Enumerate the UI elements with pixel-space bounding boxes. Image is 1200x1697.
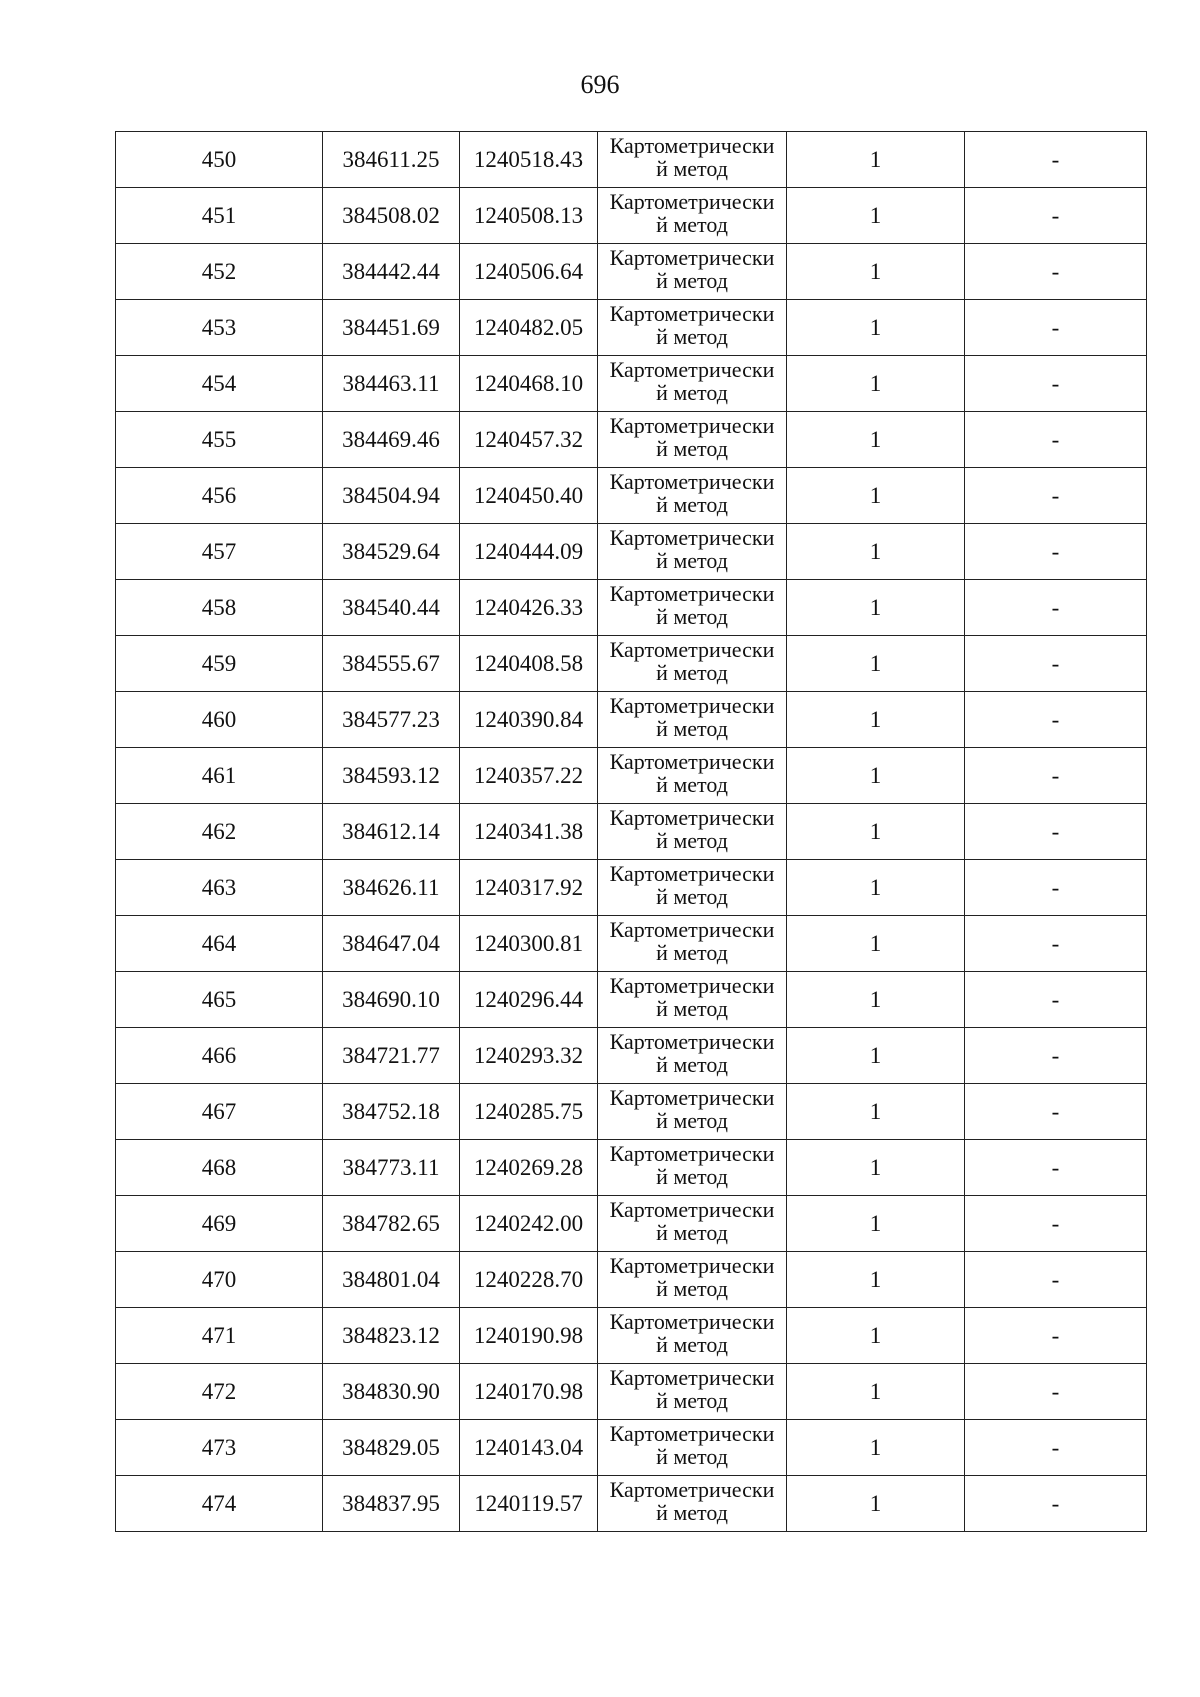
method-text-line1: Картометрически: [609, 1421, 775, 1446]
accuracy-cell: 1: [787, 524, 965, 580]
y-coordinate-cell: 1240293.32: [460, 1028, 598, 1084]
point-number-cell: 460: [116, 692, 323, 748]
method-cell: [598, 636, 787, 692]
method-text-line1: Картометрически: [609, 1365, 775, 1390]
table-row: [116, 188, 1147, 244]
point-number-cell: 452: [116, 244, 323, 300]
table-row: [116, 1420, 1147, 1476]
table-row: [116, 412, 1147, 468]
method-text-line1: Картометрически: [609, 245, 775, 270]
x-coordinate-cell: 384830.90: [323, 1364, 460, 1420]
x-coordinate-cell: 384442.44: [323, 244, 460, 300]
coordinates-table-body: [116, 132, 1147, 1532]
point-number-cell: 469: [116, 1196, 323, 1252]
note-cell: -: [965, 188, 1147, 244]
method-text-line1: Картометрически: [609, 1141, 775, 1166]
point-number-cell: 468: [116, 1140, 323, 1196]
point-number-cell: 474: [116, 1476, 323, 1532]
table-row: [116, 524, 1147, 580]
x-coordinate-cell: 384626.11: [323, 860, 460, 916]
accuracy-cell: 1: [787, 132, 965, 188]
accuracy-cell: 1: [787, 636, 965, 692]
x-coordinate-cell: 384612.14: [323, 804, 460, 860]
method-text-line2: й метод: [656, 324, 728, 349]
table-row: [116, 636, 1147, 692]
x-coordinate-cell: 384577.23: [323, 692, 460, 748]
method-cell: [598, 1308, 787, 1364]
point-number-cell: 453: [116, 300, 323, 356]
y-coordinate-cell: 1240300.81: [460, 916, 598, 972]
method-cell: [598, 860, 787, 916]
note-cell: -: [965, 1140, 1147, 1196]
x-coordinate-cell: 384529.64: [323, 524, 460, 580]
point-number-cell: 456: [116, 468, 323, 524]
point-number-cell: 470: [116, 1252, 323, 1308]
y-coordinate-cell: 1240242.00: [460, 1196, 598, 1252]
x-coordinate-cell: 384773.11: [323, 1140, 460, 1196]
point-number-cell: 473: [116, 1420, 323, 1476]
point-number-cell: 450: [116, 132, 323, 188]
method-text-line1: Картометрически: [609, 1477, 775, 1502]
method-text-line2: й метод: [656, 436, 728, 461]
method-text-line1: Картометрически: [609, 525, 775, 550]
accuracy-cell: 1: [787, 1084, 965, 1140]
accuracy-cell: 1: [787, 580, 965, 636]
y-coordinate-cell: 1240119.57: [460, 1476, 598, 1532]
method-text-line2: й метод: [656, 1276, 728, 1301]
method-text-line1: Картометрически: [609, 1029, 775, 1054]
y-coordinate-cell: 1240468.10: [460, 356, 598, 412]
y-coordinate-cell: 1240269.28: [460, 1140, 598, 1196]
method-text-line2: й метод: [656, 940, 728, 965]
method-text-line2: й метод: [656, 156, 728, 181]
table-row: [116, 1084, 1147, 1140]
method-cell: [598, 132, 787, 188]
accuracy-cell: 1: [787, 748, 965, 804]
table-row: [116, 1196, 1147, 1252]
y-coordinate-cell: 1240357.22: [460, 748, 598, 804]
note-cell: -: [965, 1028, 1147, 1084]
table-row: [116, 804, 1147, 860]
method-cell: [598, 1084, 787, 1140]
point-number-cell: 465: [116, 972, 323, 1028]
method-text-line1: Картометрически: [609, 693, 775, 718]
method-text-line1: Картометрически: [609, 749, 775, 774]
method-text-line1: Картометрически: [609, 189, 775, 214]
method-cell: [598, 692, 787, 748]
note-cell: -: [965, 1084, 1147, 1140]
table-row: [116, 300, 1147, 356]
method-text-line2: й метод: [656, 1500, 728, 1525]
note-cell: -: [965, 1252, 1147, 1308]
method-text-line1: Картометрически: [609, 861, 775, 886]
x-coordinate-cell: 384555.67: [323, 636, 460, 692]
x-coordinate-cell: 384829.05: [323, 1420, 460, 1476]
point-number-cell: 464: [116, 916, 323, 972]
method-text-line2: й метод: [656, 1388, 728, 1413]
accuracy-cell: 1: [787, 1028, 965, 1084]
y-coordinate-cell: 1240457.32: [460, 412, 598, 468]
method-cell: [598, 804, 787, 860]
x-coordinate-cell: 384463.11: [323, 356, 460, 412]
note-cell: -: [965, 636, 1147, 692]
method-text-line1: Картометрически: [609, 917, 775, 942]
accuracy-cell: 1: [787, 1420, 965, 1476]
accuracy-cell: 1: [787, 468, 965, 524]
y-coordinate-cell: 1240285.75: [460, 1084, 598, 1140]
point-number-cell: 466: [116, 1028, 323, 1084]
method-text-line2: й метод: [656, 884, 728, 909]
table-row: [116, 132, 1147, 188]
accuracy-cell: 1: [787, 692, 965, 748]
method-cell: [598, 748, 787, 804]
table-row: [116, 580, 1147, 636]
point-number-cell: 459: [116, 636, 323, 692]
x-coordinate-cell: 384823.12: [323, 1308, 460, 1364]
note-cell: -: [965, 916, 1147, 972]
method-cell: [598, 468, 787, 524]
x-coordinate-cell: 384611.25: [323, 132, 460, 188]
method-cell: [598, 972, 787, 1028]
x-coordinate-cell: 384451.69: [323, 300, 460, 356]
note-cell: -: [965, 804, 1147, 860]
table-row: [116, 1252, 1147, 1308]
table-row: [116, 1140, 1147, 1196]
method-text-line1: Картометрически: [609, 805, 775, 830]
x-coordinate-cell: 384508.02: [323, 188, 460, 244]
method-text-line2: й метод: [656, 772, 728, 797]
table-row: [116, 1364, 1147, 1420]
accuracy-cell: 1: [787, 972, 965, 1028]
method-cell: [598, 1196, 787, 1252]
y-coordinate-cell: 1240426.33: [460, 580, 598, 636]
accuracy-cell: 1: [787, 412, 965, 468]
accuracy-cell: 1: [787, 1140, 965, 1196]
point-number-cell: 463: [116, 860, 323, 916]
table-row: [116, 244, 1147, 300]
x-coordinate-cell: 384647.04: [323, 916, 460, 972]
y-coordinate-cell: 1240317.92: [460, 860, 598, 916]
table-row: [116, 468, 1147, 524]
note-cell: -: [965, 468, 1147, 524]
y-coordinate-cell: 1240170.98: [460, 1364, 598, 1420]
accuracy-cell: 1: [787, 188, 965, 244]
table-row: [116, 1476, 1147, 1532]
method-cell: [598, 412, 787, 468]
y-coordinate-cell: 1240518.43: [460, 132, 598, 188]
x-coordinate-cell: 384504.94: [323, 468, 460, 524]
x-coordinate-cell: 384801.04: [323, 1252, 460, 1308]
note-cell: -: [965, 972, 1147, 1028]
method-cell: [598, 188, 787, 244]
method-text-line2: й метод: [656, 1444, 728, 1469]
method-text-line2: й метод: [656, 1052, 728, 1077]
method-cell: [598, 1252, 787, 1308]
note-cell: -: [965, 860, 1147, 916]
accuracy-cell: 1: [787, 1476, 965, 1532]
y-coordinate-cell: 1240506.64: [460, 244, 598, 300]
accuracy-cell: 1: [787, 356, 965, 412]
method-text-line2: й метод: [656, 548, 728, 573]
note-cell: -: [965, 356, 1147, 412]
method-cell: [598, 580, 787, 636]
method-text-line2: й метод: [656, 1332, 728, 1357]
table-row: [116, 692, 1147, 748]
method-cell: [598, 1028, 787, 1084]
table-row: [116, 916, 1147, 972]
method-text-line1: Картометрически: [609, 469, 775, 494]
method-cell: [598, 244, 787, 300]
point-number-cell: 471: [116, 1308, 323, 1364]
table-row: [116, 356, 1147, 412]
y-coordinate-cell: 1240190.98: [460, 1308, 598, 1364]
method-text-line1: Картометрически: [609, 973, 775, 998]
y-coordinate-cell: 1240482.05: [460, 300, 598, 356]
method-text-line2: й метод: [656, 604, 728, 629]
method-text-line2: й метод: [656, 660, 728, 685]
method-cell: [598, 1476, 787, 1532]
accuracy-cell: 1: [787, 1308, 965, 1364]
method-text-line2: й метод: [656, 716, 728, 741]
note-cell: -: [965, 580, 1147, 636]
method-text-line1: Картометрически: [609, 1085, 775, 1110]
table-row: [116, 860, 1147, 916]
method-text-line2: й метод: [656, 380, 728, 405]
point-number-cell: 458: [116, 580, 323, 636]
method-text-line1: Картометрически: [609, 1309, 775, 1334]
x-coordinate-cell: 384593.12: [323, 748, 460, 804]
accuracy-cell: 1: [787, 1364, 965, 1420]
accuracy-cell: 1: [787, 1252, 965, 1308]
method-cell: [598, 300, 787, 356]
method-cell: [598, 1364, 787, 1420]
coordinates-table: [115, 131, 1147, 1532]
method-text-line1: Картометрически: [609, 637, 775, 662]
note-cell: -: [965, 300, 1147, 356]
point-number-cell: 455: [116, 412, 323, 468]
note-cell: -: [965, 132, 1147, 188]
point-number-cell: 461: [116, 748, 323, 804]
table-row: [116, 748, 1147, 804]
x-coordinate-cell: 384469.46: [323, 412, 460, 468]
method-text-line1: Картометрически: [609, 133, 775, 158]
accuracy-cell: 1: [787, 1196, 965, 1252]
x-coordinate-cell: 384782.65: [323, 1196, 460, 1252]
accuracy-cell: 1: [787, 244, 965, 300]
note-cell: -: [965, 1308, 1147, 1364]
y-coordinate-cell: 1240450.40: [460, 468, 598, 524]
y-coordinate-cell: 1240143.04: [460, 1420, 598, 1476]
table-row: [116, 972, 1147, 1028]
accuracy-cell: 1: [787, 300, 965, 356]
y-coordinate-cell: 1240508.13: [460, 188, 598, 244]
note-cell: -: [965, 524, 1147, 580]
note-cell: -: [965, 1196, 1147, 1252]
table-row: [116, 1308, 1147, 1364]
point-number-cell: 457: [116, 524, 323, 580]
y-coordinate-cell: 1240390.84: [460, 692, 598, 748]
method-text-line2: й метод: [656, 1164, 728, 1189]
method-text-line2: й метод: [656, 212, 728, 237]
method-cell: [598, 1140, 787, 1196]
table-row: [116, 1028, 1147, 1084]
page-number: 696: [580, 70, 620, 99]
method-cell: [598, 524, 787, 580]
point-number-cell: 454: [116, 356, 323, 412]
method-cell: [598, 1420, 787, 1476]
method-text-line1: Картометрически: [609, 581, 775, 606]
x-coordinate-cell: 384721.77: [323, 1028, 460, 1084]
method-text-line2: й метод: [656, 492, 728, 517]
method-text-line2: й метод: [656, 996, 728, 1021]
method-cell: [598, 356, 787, 412]
accuracy-cell: 1: [787, 916, 965, 972]
method-text-line2: й метод: [656, 1220, 728, 1245]
point-number-cell: 472: [116, 1364, 323, 1420]
method-text-line1: Картометрически: [609, 357, 775, 382]
method-text-line2: й метод: [656, 828, 728, 853]
y-coordinate-cell: 1240228.70: [460, 1252, 598, 1308]
note-cell: -: [965, 748, 1147, 804]
y-coordinate-cell: 1240444.09: [460, 524, 598, 580]
note-cell: -: [965, 1420, 1147, 1476]
note-cell: -: [965, 244, 1147, 300]
point-number-cell: 462: [116, 804, 323, 860]
note-cell: -: [965, 692, 1147, 748]
method-text-line1: Картометрически: [609, 413, 775, 438]
note-cell: -: [965, 412, 1147, 468]
method-text-line2: й метод: [656, 268, 728, 293]
method-cell: [598, 916, 787, 972]
method-text-line1: Картометрически: [609, 1253, 775, 1278]
x-coordinate-cell: 384690.10: [323, 972, 460, 1028]
point-number-cell: 451: [116, 188, 323, 244]
x-coordinate-cell: 384540.44: [323, 580, 460, 636]
note-cell: -: [965, 1476, 1147, 1532]
x-coordinate-cell: 384752.18: [323, 1084, 460, 1140]
method-text-line2: й метод: [656, 1108, 728, 1133]
method-text-line1: Картометрически: [609, 1197, 775, 1222]
accuracy-cell: 1: [787, 860, 965, 916]
note-cell: -: [965, 1364, 1147, 1420]
x-coordinate-cell: 384837.95: [323, 1476, 460, 1532]
method-text-line1: Картометрически: [609, 301, 775, 326]
point-number-cell: 467: [116, 1084, 323, 1140]
y-coordinate-cell: 1240341.38: [460, 804, 598, 860]
y-coordinate-cell: 1240408.58: [460, 636, 598, 692]
y-coordinate-cell: 1240296.44: [460, 972, 598, 1028]
accuracy-cell: 1: [787, 804, 965, 860]
